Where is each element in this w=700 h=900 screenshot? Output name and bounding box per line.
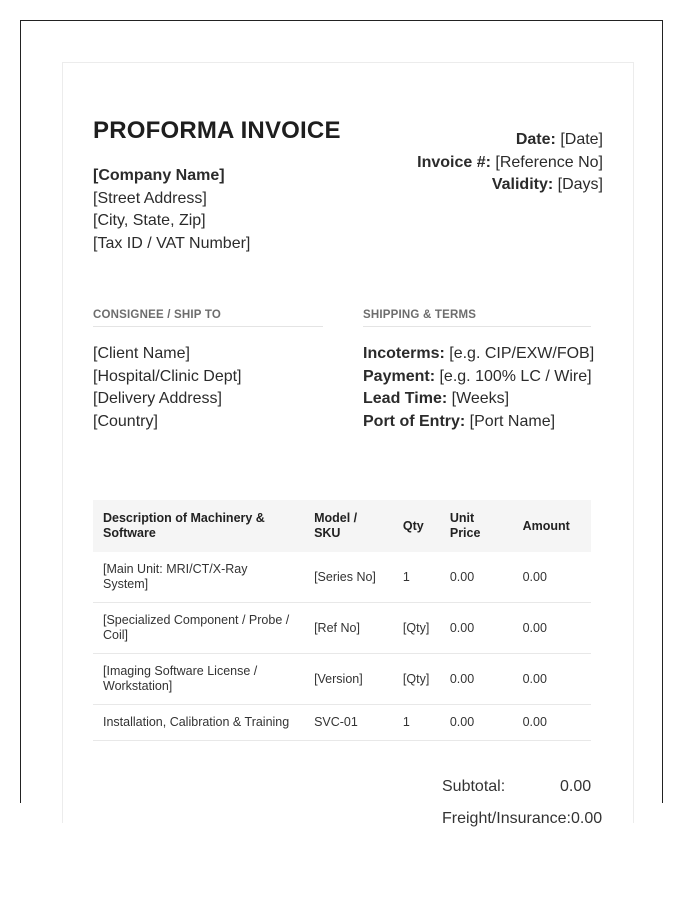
company-name: [Company Name] (93, 167, 225, 184)
cell-unit-price: 0.00 (440, 654, 513, 705)
cell-amount: 0.00 (513, 552, 591, 603)
freight-value: 0.00 (571, 810, 603, 827)
table-row (93, 705, 591, 741)
cell-amount: 0.00 (513, 603, 591, 654)
col-amount: Amount (513, 500, 591, 552)
meta-date (417, 129, 603, 152)
col-unit-price: Unit Price (440, 500, 513, 552)
cell-qty: [Qty] (393, 654, 440, 705)
payment-value: [e.g. 100% LC / Wire] (439, 367, 592, 385)
validity-value: [Days] (557, 176, 603, 193)
page-frame (20, 20, 663, 827)
table-header-row (93, 500, 591, 552)
terms-payment (363, 366, 595, 389)
cell-model: [Series No] (304, 552, 393, 603)
meta-invoice-number (417, 152, 603, 175)
col-qty: Qty (393, 500, 440, 552)
terms-heading: SHIPPING & TERMS (363, 309, 591, 327)
cell-description: [Imaging Software License / Workstation] (93, 654, 304, 705)
date-label: Date: (515, 131, 556, 148)
cell-amount: 0.00 (513, 654, 591, 705)
meta-validity (417, 174, 603, 197)
terms-port (363, 411, 595, 434)
invoice-meta (417, 129, 603, 197)
cell-unit-price: 0.00 (440, 552, 513, 603)
invoice-title: PROFORMA INVOICE (93, 117, 341, 144)
payment-label: Payment: (363, 367, 436, 385)
client-dept: [Hospital/Clinic Dept] (93, 367, 242, 385)
col-description: Description of Machinery & Software (93, 500, 304, 552)
terms-lead-time (363, 388, 595, 411)
validity-label: Validity: (491, 176, 554, 193)
freight-label: Freight/Insurance: (442, 810, 571, 827)
port-value: [Port Name] (469, 412, 556, 430)
incoterms-label: Incoterms: (363, 345, 445, 362)
company-block (93, 165, 250, 255)
table-row (93, 654, 591, 705)
table-row (93, 552, 591, 603)
port-label: Port of Entry: (363, 412, 466, 430)
cell-model: SVC-01 (304, 705, 393, 741)
date-value: [Date] (560, 131, 603, 148)
cell-qty: 1 (393, 705, 440, 741)
cell-unit-price: 0.00 (440, 603, 513, 654)
invoice-number-value: [Reference No] (495, 153, 603, 171)
terms-block (363, 343, 595, 433)
cell-qty: 1 (393, 552, 440, 603)
delivery-address: [Delivery Address] (93, 390, 222, 407)
incoterms-value: [e.g. CIP/EXW/FOB] (449, 345, 595, 362)
cell-unit-price: 0.00 (440, 705, 513, 741)
line-items-table (93, 500, 591, 741)
cell-description: [Main Unit: MRI/CT/X-Ray System] (93, 552, 304, 603)
cell-amount: 0.00 (513, 705, 591, 741)
consignee-heading: CONSIGNEE / SHIP TO (93, 309, 323, 327)
cell-qty: [Qty] (393, 603, 440, 654)
subtotal-value: 0.00 (560, 778, 592, 795)
consignee-block (93, 343, 242, 433)
cell-model: [Version] (304, 654, 393, 705)
company-city: [City, State, Zip] (93, 212, 206, 229)
col-model: Model / SKU (304, 500, 393, 552)
client-country: [Country] (93, 412, 158, 430)
lead-time-label: Lead Time: (363, 390, 448, 407)
table-row (93, 603, 591, 654)
cell-model: [Ref No] (304, 603, 393, 654)
company-street: [Street Address] (93, 189, 207, 207)
invoice-sheet (62, 62, 634, 827)
cell-description: [Specialized Component / Probe / Coil] (93, 603, 304, 654)
subtotal-label: Subtotal: (442, 778, 506, 795)
invoice-number-label: Invoice #: (417, 153, 491, 171)
terms-incoterms (363, 343, 595, 366)
client-name: [Client Name] (93, 345, 190, 362)
company-tax-id: [Tax ID / VAT Number] (93, 234, 251, 252)
lead-time-value: [Weeks] (451, 390, 510, 407)
cell-description: Installation, Calibration & Training (93, 705, 304, 741)
